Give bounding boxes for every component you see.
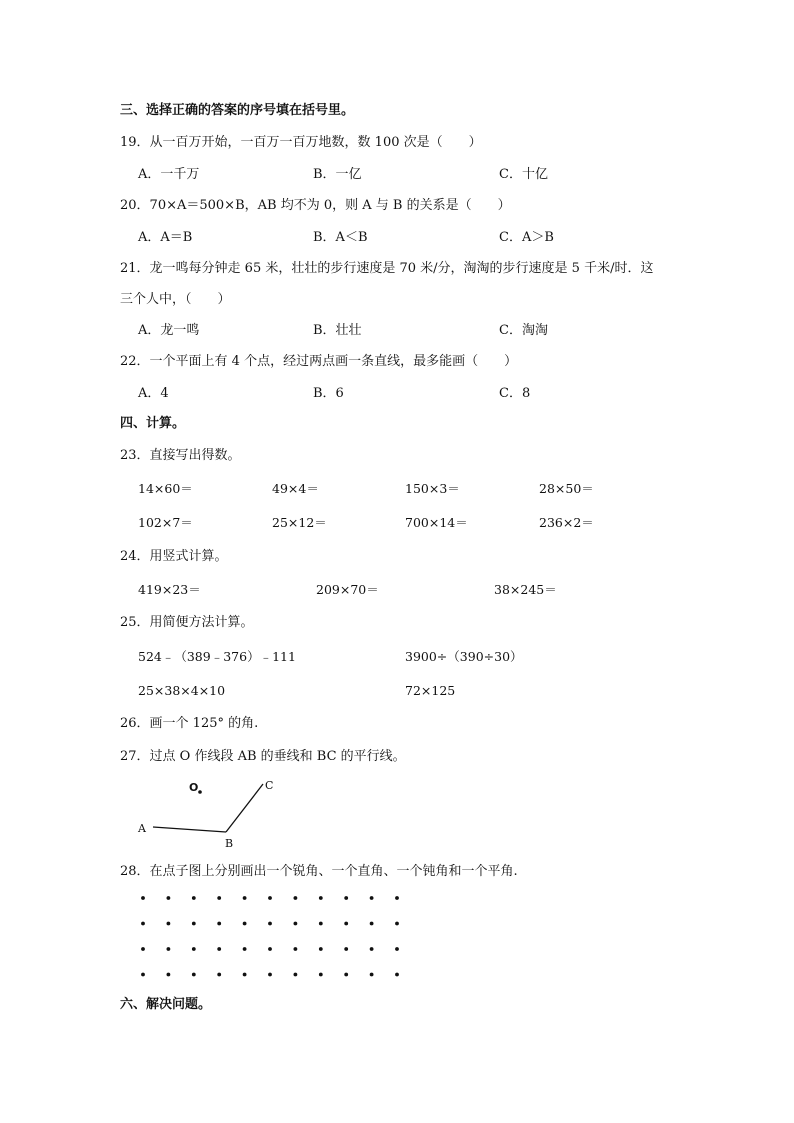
grid-dot — [268, 896, 272, 900]
point-o — [198, 790, 202, 794]
q20-option-b[interactable]: B．A＜B — [313, 230, 368, 245]
q21-option-a[interactable]: A．龙一鸣 — [138, 323, 200, 338]
q21-option-c[interactable]: C．淘淘 — [499, 323, 548, 338]
q19-option-a[interactable]: A．一千万 — [138, 167, 200, 182]
grid-dot — [268, 973, 272, 977]
question-24: 24．用竖式计算。 — [120, 549, 228, 564]
q19-option-b[interactable]: B．一亿 — [313, 167, 362, 182]
grid-dot — [192, 973, 196, 977]
grid-dot — [395, 922, 399, 926]
section-6-heading: 六、解决问题。 — [120, 997, 212, 1012]
grid-dot — [344, 947, 348, 951]
grid-dot — [141, 896, 145, 900]
grid-dot — [294, 947, 298, 951]
q24-item: 419×23＝ — [138, 582, 201, 597]
grid-dot — [217, 896, 221, 900]
question-19: 19．从一百万开始，一百万一百万地数，数 100 次是（ ） — [120, 135, 482, 150]
grid-dot — [319, 947, 323, 951]
grid-dot — [395, 947, 399, 951]
q25-item: 72×125 — [405, 683, 456, 698]
q25-item: 3900÷（390÷30） — [405, 649, 523, 664]
q23-item: 25×12＝ — [272, 515, 327, 530]
label-a: A — [138, 822, 146, 835]
grid-dot — [294, 922, 298, 926]
grid-dot — [243, 896, 247, 900]
question-25: 25．用简便方法计算。 — [120, 615, 254, 630]
q23-item: 49×4＝ — [272, 481, 319, 496]
grid-dot — [319, 922, 323, 926]
grid-dot — [192, 896, 196, 900]
q22-option-a[interactable]: A．4 — [138, 386, 169, 401]
grid-dot — [243, 947, 247, 951]
section-4-heading: 四、计算。 — [120, 416, 186, 431]
segment-ab — [153, 827, 226, 832]
grid-dot — [167, 896, 171, 900]
q23-item: 14×60＝ — [138, 481, 193, 496]
grid-dot — [370, 896, 374, 900]
q20-option-a[interactable]: A．A＝B — [138, 230, 193, 245]
question-28: 28．在点子图上分别画出一个锐角、一个直角、一个钝角和一个平角. — [120, 864, 518, 879]
question-22: 22．一个平面上有 4 个点，经过两点画一条直线，最多能画（ ） — [120, 354, 518, 369]
section-3-heading: 三、选择正确的答案的序号填在括号里。 — [120, 103, 355, 118]
q24-item: 38×245＝ — [494, 582, 557, 597]
q23-item: 236×2＝ — [539, 515, 594, 530]
grid-dot — [167, 947, 171, 951]
q19-option-c[interactable]: C．十亿 — [499, 167, 548, 182]
grid-dot — [167, 973, 171, 977]
grid-dot — [344, 973, 348, 977]
grid-dot — [395, 896, 399, 900]
q23-item: 102×7＝ — [138, 515, 193, 530]
grid-dot — [217, 922, 221, 926]
segment-bc — [226, 784, 263, 832]
grid-dot — [395, 973, 399, 977]
label-c: C — [265, 779, 274, 792]
grid-dot — [294, 973, 298, 977]
grid-dot — [319, 896, 323, 900]
question-21-line1: 21．龙一鸣每分钟走 65 米，壮壮的步行速度是 70 米/分，淘淘的步行速度是 5 千米/时．这 — [120, 261, 654, 276]
grid-dot — [344, 922, 348, 926]
grid-dot — [243, 922, 247, 926]
question-26: 26．画一个 125° 的角. — [120, 716, 259, 731]
question-27: 27．过点 O 作线段 AB 的垂线和 BC 的平行线。 — [120, 749, 406, 764]
grid-dot — [141, 947, 145, 951]
grid-dot — [370, 947, 374, 951]
label-b: B — [225, 837, 234, 850]
q25-item: 25×38×4×10 — [138, 683, 226, 698]
question-21-line2: 三个人中，（ ） — [120, 292, 231, 307]
question-23: 23．直接写出得数。 — [120, 448, 241, 463]
q22-option-b[interactable]: B．6 — [313, 386, 344, 401]
q23-item: 700×14＝ — [405, 515, 468, 530]
q22-option-c[interactable]: C．8 — [499, 386, 531, 401]
q24-item: 209×70＝ — [316, 582, 379, 597]
grid-dot — [370, 922, 374, 926]
grid-dot — [294, 896, 298, 900]
q20-option-c[interactable]: C．A＞B — [499, 230, 554, 245]
q23-item: 150×3＝ — [405, 481, 460, 496]
grid-dot — [217, 947, 221, 951]
label-o: O — [189, 781, 199, 794]
grid-dot — [268, 922, 272, 926]
grid-dot — [217, 973, 221, 977]
grid-dot — [319, 973, 323, 977]
grid-dot — [192, 922, 196, 926]
grid-dot — [167, 922, 171, 926]
q21-option-b[interactable]: B．壮壮 — [313, 323, 362, 338]
grid-dot — [344, 896, 348, 900]
grid-dot — [141, 973, 145, 977]
question-20: 20．70×A＝500×B，AB 均不为 0，则 A 与 B 的关系是（ ） — [120, 198, 511, 213]
grid-dot — [141, 922, 145, 926]
grid-dot — [370, 973, 374, 977]
grid-dot — [268, 947, 272, 951]
q25-item: 524﹣（389﹣376）﹣111 — [138, 649, 296, 664]
grid-dot — [243, 973, 247, 977]
grid-dot — [192, 947, 196, 951]
q23-item: 28×50＝ — [539, 481, 594, 496]
